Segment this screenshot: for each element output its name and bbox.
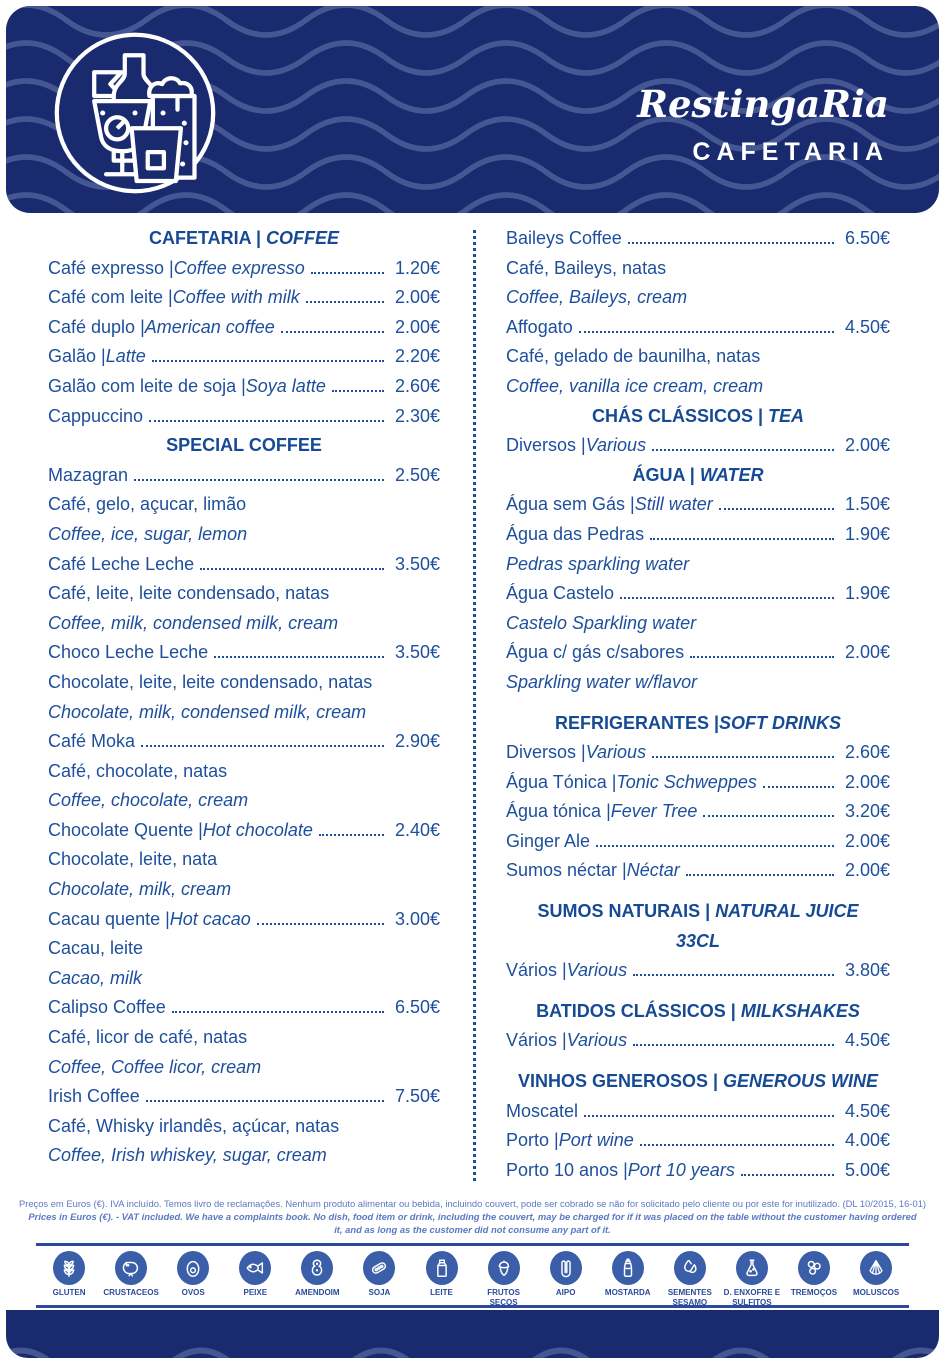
- item-description-pt: Chocolate, leite, nata: [48, 849, 218, 870]
- item-description-en: Coffee, vanilla ice cream, cream: [506, 375, 764, 396]
- menu-item: [48, 283, 440, 313]
- item-price: 5.00€: [844, 1159, 890, 1180]
- item-price: 6.50€: [394, 997, 440, 1018]
- item-name-en: Various: [585, 742, 647, 763]
- allergen-label: FRUTOS SECOS: [487, 1288, 520, 1307]
- item-name: Irish Coffee: [48, 1086, 140, 1107]
- allergen-peixe: [224, 1251, 286, 1307]
- menu-item: [48, 993, 440, 1023]
- menu-item: [506, 738, 890, 768]
- allergen-rule-top: [36, 1243, 909, 1246]
- section-header: [506, 997, 890, 1027]
- item-name: Moscatel: [506, 1100, 579, 1121]
- wave-pattern: [6, 1310, 939, 1358]
- item-name: Diversos |: [506, 435, 586, 456]
- item-name-en: Latte: [105, 346, 146, 367]
- item-name: Vários |: [506, 960, 567, 981]
- menu-item: [506, 579, 890, 609]
- menu-item: [506, 1097, 890, 1127]
- allergen-label: MOLUSCOS: [852, 1288, 900, 1297]
- brand-name: RestingaRia: [637, 82, 889, 126]
- item-name: Porto |: [506, 1130, 559, 1151]
- item-name: Água c/ gás c/sabores: [506, 642, 685, 663]
- item-description-en: Coffee, milk, condensed milk, cream: [48, 612, 339, 633]
- allergen-tremocos: [783, 1251, 845, 1307]
- item-name: Cappuccino: [48, 405, 144, 426]
- soy-icon: [363, 1251, 395, 1285]
- allergen-moluscos: [845, 1251, 907, 1307]
- section-title-pt: BATIDOS CLÁSSICOS |: [536, 1000, 741, 1021]
- item-name-en: Various: [566, 960, 628, 981]
- item-price: 2.50€: [394, 464, 440, 485]
- dotted-leader: [311, 272, 384, 274]
- dotted-leader: [620, 597, 834, 599]
- footer-banner: [6, 1310, 939, 1358]
- dotted-leader: [152, 360, 384, 362]
- allergen-label: AMENDOIM: [295, 1288, 340, 1297]
- dotted-leader: [652, 756, 834, 758]
- item-description-en: Cacao, milk: [48, 967, 143, 988]
- item-description-pt: Café, chocolate, natas: [48, 760, 228, 781]
- item-name-en: Still water: [634, 494, 713, 515]
- menu-item: [48, 342, 440, 372]
- menu-item: [48, 550, 440, 580]
- item-price: 3.00€: [394, 908, 440, 929]
- dotted-leader: [141, 745, 384, 747]
- item-name: Galão |: [48, 346, 106, 367]
- item-description-en: Coffee, chocolate, cream: [48, 790, 249, 811]
- dotted-leader: [146, 1100, 384, 1102]
- item-name-en: Port wine: [558, 1130, 634, 1151]
- lupin-icon: [798, 1251, 830, 1285]
- allergen-label: LEITE: [430, 1288, 453, 1297]
- dotted-leader: [332, 390, 384, 392]
- item-name: Cacau quente |: [48, 908, 170, 929]
- dotted-leader: [719, 508, 834, 510]
- menu-item: [506, 827, 890, 857]
- footnote-en-line2: it, and as long as the customer did not consume any part of it.: [334, 1224, 611, 1235]
- dotted-leader: [319, 834, 384, 836]
- menu-item: [48, 461, 440, 491]
- item-name-en: American coffee: [144, 316, 275, 337]
- item-name-en: Soya latte: [245, 375, 326, 396]
- item-price: 2.00€: [844, 642, 890, 663]
- allergen-aipo: [535, 1251, 597, 1307]
- item-description-en: Chocolate, milk, condensed milk, cream: [48, 701, 367, 722]
- item-name-en: Coffee expresso: [173, 257, 305, 278]
- item-price: 2.40€: [394, 819, 440, 840]
- dotted-leader: [149, 420, 384, 422]
- dotted-leader: [628, 242, 834, 244]
- item-description-pt: Café, Whisky irlandês, açúcar, natas: [48, 1115, 340, 1136]
- wheat-icon: [53, 1251, 85, 1285]
- item-name: Café com leite |: [48, 287, 173, 308]
- allergen-soja: [348, 1251, 410, 1307]
- legal-footnote: [12, 1197, 933, 1236]
- item-name: Água Castelo: [506, 583, 615, 604]
- menu-item: [48, 313, 440, 343]
- item-price: 2.90€: [394, 731, 440, 752]
- allergen-ovos: [162, 1251, 224, 1307]
- allergen-label: AIPO: [555, 1288, 576, 1297]
- item-price: 3.50€: [394, 553, 440, 574]
- menu-item: [48, 254, 440, 284]
- menu-item: [48, 372, 440, 402]
- item-price: 2.00€: [844, 860, 890, 881]
- allergen-label: GLUTEN: [52, 1288, 86, 1297]
- brand-block: [637, 82, 889, 167]
- item-name: Vários |: [506, 1030, 567, 1051]
- dotted-leader: [214, 656, 384, 658]
- allergen-frutos-secos: [473, 1251, 535, 1307]
- section-header: [48, 224, 440, 254]
- item-name-en: Coffee with milk: [172, 287, 300, 308]
- menu-item: [506, 520, 890, 550]
- dotted-leader: [257, 923, 384, 925]
- allergen-label: D. ENXOFRE E SULFITOS: [723, 1288, 781, 1307]
- item-price: 2.00€: [844, 830, 890, 851]
- item-price: 2.00€: [844, 771, 890, 792]
- menu-column-left: [48, 224, 440, 1171]
- restaurant-logo: [50, 28, 220, 198]
- item-description-pt: Chocolate, leite, leite condensado, natas: [48, 671, 373, 692]
- item-price: 4.50€: [844, 1030, 890, 1051]
- item-description-en: Coffee, Baileys, cream: [506, 287, 688, 308]
- menu-item: [506, 797, 890, 827]
- menu-item: [506, 856, 890, 886]
- item-price: 4.50€: [844, 316, 890, 337]
- item-name: Chocolate Quente |: [48, 819, 203, 840]
- column-divider: [473, 230, 476, 1181]
- section-title-en: TEA: [768, 405, 805, 426]
- menu-item: [506, 1126, 890, 1156]
- item-name-en: Port 10 years: [627, 1159, 735, 1180]
- dotted-leader: [633, 1044, 834, 1046]
- item-description-en: Coffee, ice, sugar, lemon: [48, 523, 248, 544]
- dotted-leader: [281, 331, 384, 333]
- item-price: 3.20€: [844, 801, 890, 822]
- item-price: 1.90€: [844, 523, 890, 544]
- item-price: 4.50€: [844, 1100, 890, 1121]
- item-price: 2.00€: [394, 287, 440, 308]
- section-title-en: MILKSHAKES: [740, 1000, 860, 1021]
- item-description-en: Pedras sparkling water: [506, 553, 690, 574]
- dotted-leader: [584, 1115, 834, 1117]
- menu-column-right: [506, 224, 890, 1185]
- item-price: 4.00€: [844, 1130, 890, 1151]
- dotted-leader: [640, 1144, 834, 1146]
- allergen-gluten: [38, 1251, 100, 1307]
- dotted-leader: [703, 815, 834, 817]
- sulfites-icon: [736, 1251, 768, 1285]
- item-description-en: Coffee, Irish whiskey, sugar, cream: [48, 1145, 327, 1166]
- section-header: [506, 897, 890, 956]
- menu-item: [506, 768, 890, 798]
- allergen-label: TREMOÇOS: [790, 1288, 838, 1297]
- dotted-leader: [134, 479, 384, 481]
- item-price: 6.50€: [844, 228, 890, 248]
- menu-item: [48, 402, 440, 432]
- allergen-label: SEMENTES SESAMO: [667, 1288, 712, 1307]
- menu-item: [506, 313, 890, 343]
- dotted-leader: [686, 874, 834, 876]
- drinks-icon: [50, 28, 220, 198]
- peanut-icon: [301, 1251, 333, 1285]
- item-name: Água tónica |: [506, 801, 611, 822]
- section-title-pt: SUMOS NATURAIS |: [537, 901, 716, 922]
- menu-item: [506, 1156, 890, 1186]
- allergen-rule-bottom: [36, 1305, 909, 1308]
- item-name: Calipso Coffee: [48, 997, 166, 1018]
- allergen-amendoim: [286, 1251, 348, 1307]
- dotted-leader: [579, 331, 834, 333]
- fish-icon: [239, 1251, 271, 1285]
- item-name: Ginger Ale: [506, 830, 591, 851]
- allergen-label: MOSTARDA: [604, 1288, 651, 1297]
- dotted-leader: [741, 1174, 834, 1176]
- item-name-en: Fever Tree: [610, 801, 698, 822]
- item-name: Galão com leite de soja |: [48, 375, 246, 396]
- item-price: 3.50€: [394, 642, 440, 663]
- mollusc-icon: [860, 1251, 892, 1285]
- dotted-leader: [306, 301, 384, 303]
- allergen-sulfitos: [721, 1251, 783, 1307]
- dotted-leader: [200, 568, 384, 570]
- item-name: Choco Leche Leche: [48, 642, 209, 663]
- dotted-leader: [633, 974, 834, 976]
- section-title-en: WATER: [699, 464, 764, 485]
- item-description-pt: Café, Baileys, natas: [506, 257, 667, 278]
- menu-item: [48, 638, 440, 668]
- item-price: 2.20€: [394, 346, 440, 367]
- item-name: Porto 10 anos |: [506, 1159, 628, 1180]
- allergen-label: OVOS: [181, 1288, 205, 1297]
- section-header: [506, 402, 890, 432]
- section-title-pt: SPECIAL COFFEE: [166, 435, 322, 456]
- item-name: Água Tónica |: [506, 771, 617, 792]
- item-price: 3.80€: [844, 960, 890, 981]
- item-name: Diversos |: [506, 742, 586, 763]
- dotted-leader: [596, 845, 834, 847]
- item-price: 1.90€: [844, 583, 890, 604]
- item-name-en: Tonic Schweppes: [616, 771, 757, 792]
- item-price: 2.60€: [844, 742, 890, 763]
- item-name-en: Hot chocolate: [202, 819, 313, 840]
- brand-subtitle: CAFETARIA: [692, 138, 889, 166]
- section-title-pt: CAFETARIA |: [148, 228, 266, 248]
- item-description-pt: Café, licor de café, natas: [48, 1027, 248, 1048]
- section-title-pt: REFRIGERANTES |: [554, 712, 720, 733]
- section-header: [48, 431, 440, 461]
- menu-item: [506, 431, 890, 461]
- item-price: 7.50€: [394, 1086, 440, 1107]
- item-name-en: Hot cacao: [169, 908, 251, 929]
- dotted-leader: [652, 449, 834, 451]
- section-title-pt: ÁGUA |: [632, 464, 700, 485]
- nuts-icon: [488, 1251, 520, 1285]
- menu-item: [48, 905, 440, 935]
- menu-item: [506, 956, 890, 986]
- section-header: [506, 1067, 890, 1097]
- item-description-pt: Café, leite, leite condensado, natas: [48, 583, 330, 604]
- allergen-crustaceos: [100, 1251, 162, 1307]
- menu-item: [48, 816, 440, 846]
- section-title-en2: 33CL: [675, 930, 720, 951]
- allergen-label: SOJA: [368, 1288, 391, 1297]
- celery-icon: [550, 1251, 582, 1285]
- item-price: 2.00€: [394, 316, 440, 337]
- section-header: [506, 709, 890, 739]
- milk-icon: [426, 1251, 458, 1285]
- item-name-en: Various: [566, 1030, 628, 1051]
- item-name: Affogato: [506, 316, 573, 337]
- item-price: 2.60€: [394, 375, 440, 396]
- section-title-pt: CHÁS CLÁSSICOS |: [591, 405, 769, 426]
- allergen-label: PEIXE: [243, 1288, 268, 1297]
- item-description-en: Chocolate, milk, cream: [48, 879, 232, 900]
- allergen-sesamo: [659, 1251, 721, 1307]
- footnote-en-line1: Prices in Euros (€). - VAT included. We have a complaints book. No dish, food item or drink, including the couvert, may be charged for if it was placed on the table without the customer having ordered: [28, 1211, 917, 1222]
- menu-item: [48, 727, 440, 757]
- menu-item: [506, 1026, 890, 1056]
- item-name: Café duplo |: [48, 316, 145, 337]
- sesame-icon: [674, 1251, 706, 1285]
- egg-icon: [177, 1251, 209, 1285]
- item-name: Sumos néctar |: [506, 860, 627, 881]
- item-description-pt: Café, gelado de baunilha, natas: [506, 346, 761, 367]
- item-name: Café Leche Leche: [48, 553, 195, 574]
- section-header: [506, 461, 890, 491]
- mustard-icon: [612, 1251, 644, 1285]
- item-name: Água das Pedras: [506, 523, 645, 544]
- allergen-leite: [410, 1251, 472, 1307]
- item-name: Café expresso |: [48, 257, 174, 278]
- item-name: Água sem Gás |: [506, 494, 635, 515]
- section-title-en: NATURAL JUICE: [715, 901, 859, 922]
- item-description-en: Coffee, Coffee licor, cream: [48, 1056, 262, 1077]
- item-description-en: Sparkling water w/flavor: [506, 671, 698, 692]
- section-title-en: GENEROUS WINE: [723, 1071, 879, 1092]
- dotted-leader: [650, 538, 834, 540]
- item-name: Mazagran: [48, 464, 129, 485]
- allergen-bar: [38, 1251, 907, 1307]
- item-description-pt: Cacau, leite: [48, 938, 144, 959]
- section-title-en: SOFT DRINKS: [719, 712, 842, 733]
- dotted-leader: [172, 1011, 384, 1013]
- item-description-pt: Café, gelo, açucar, limão: [48, 494, 247, 515]
- dotted-leader: [690, 656, 834, 658]
- section-title-en: COFFEE: [266, 228, 340, 248]
- item-price: 2.30€: [394, 405, 440, 426]
- item-name: Baileys Coffee: [506, 228, 622, 248]
- item-price: 1.20€: [394, 257, 440, 278]
- footnote-pt: Preços em Euros (€). IVA incluído. Temos livro de reclamações. Nenhum produto alimentar ou bebida, incluindo couvert, pode ser cobrado se não for solicitado pelo cliente ou por este for inutilizado. (DL 10/2015, 16-01): [18, 1198, 927, 1209]
- menu-item: [506, 638, 890, 668]
- menu-body: [48, 224, 890, 1185]
- item-price: 1.50€: [844, 494, 890, 515]
- item-description-en: Castelo Sparkling water: [506, 612, 697, 633]
- item-name-en: Various: [585, 435, 647, 456]
- allergen-label: CRUSTACEOS: [103, 1288, 159, 1297]
- menu-item: [48, 1082, 440, 1112]
- section-title-pt: VINHOS GENEROSOS |: [517, 1071, 724, 1092]
- shrimp-icon: [115, 1251, 147, 1285]
- header-banner: [6, 6, 939, 213]
- item-name: Café Moka: [48, 731, 136, 752]
- dotted-leader: [763, 786, 834, 788]
- item-name-en: Néctar: [626, 860, 680, 881]
- menu-item: [506, 224, 890, 254]
- menu-item: [506, 490, 890, 520]
- item-price: 2.00€: [844, 435, 890, 456]
- allergen-mostarda: [597, 1251, 659, 1307]
